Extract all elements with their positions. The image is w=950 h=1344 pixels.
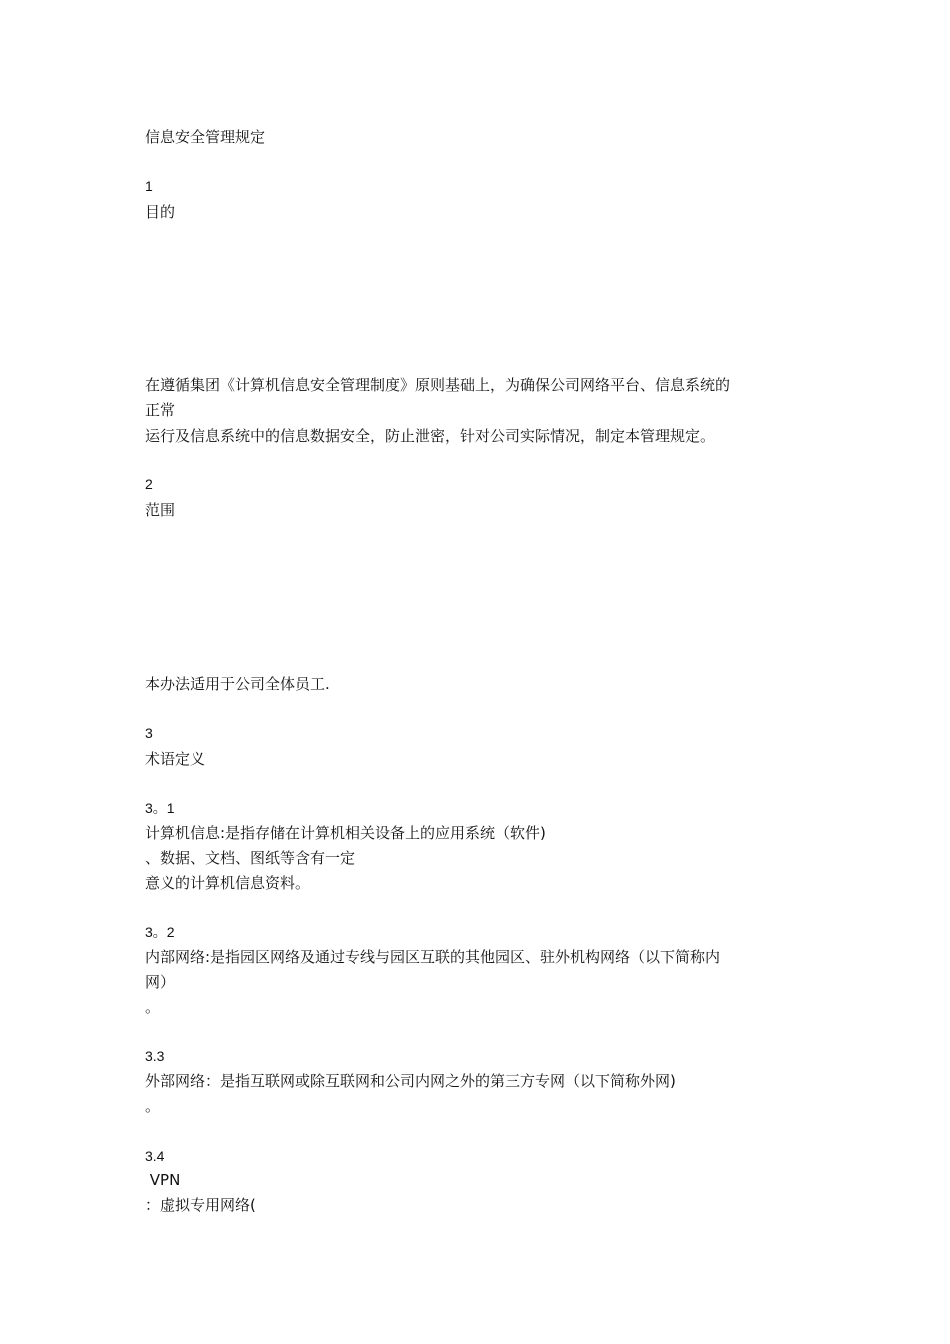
item-3-1-line-2: 、数据、文档、图纸等含有一定 (145, 849, 356, 867)
item-3-3-number: 3.3 (145, 1048, 165, 1064)
section-1-number: 1 (145, 178, 153, 194)
section-2-heading: 范围 (145, 501, 176, 519)
item-3-4-number: 3.4 (145, 1148, 165, 1164)
item-3-2-number: 3。2 (145, 924, 175, 940)
item-3-1-line-1: 计算机信息:是指存储在计算机相关设备上的应用系统（软件) (145, 824, 546, 842)
section-2-body: 本办法适用于公司全体员工. (145, 675, 330, 693)
section-1-body-line-1: 在遵循集团《计算机信息安全管理制度》原则基础上，为确保公司网络平台、信息系统的 (145, 376, 731, 394)
section-1-body-line-2: 正常 (145, 401, 176, 419)
section-1-body-line-3: 运行及信息系统中的信息数据安全，防止泄密，针对公司实际情况，制定本管理规定。 (145, 427, 716, 445)
item-3-3-line-1: 外部网络：是指互联网或除互联网和公司内网之外的第三方专网（以下简称外网) (145, 1072, 676, 1090)
item-3-2-line-1: 内部网络:是指园区网络及通过专线与园区互联的其他园区、驻外机构网络（以下简称内 (145, 948, 721, 966)
section-1-heading: 目的 (145, 203, 176, 221)
item-3-2-line-2: 网） (145, 973, 176, 991)
item-3-4-line-2: ：虚拟专用网络( (145, 1196, 256, 1214)
section-3-heading: 术语定义 (145, 750, 206, 768)
item-3-2-line-3: 。 (145, 998, 161, 1016)
item-3-3-line-2: 。 (145, 1097, 161, 1115)
item-3-1-number: 3。1 (145, 800, 175, 816)
item-3-1-line-3: 意义的计算机信息资料。 (145, 874, 311, 892)
section-3-number: 3 (145, 725, 153, 741)
section-2-number: 2 (145, 476, 153, 492)
item-3-4-line-1: VPN (145, 1171, 181, 1189)
document-title: 信息安全管理规定 (145, 128, 266, 146)
